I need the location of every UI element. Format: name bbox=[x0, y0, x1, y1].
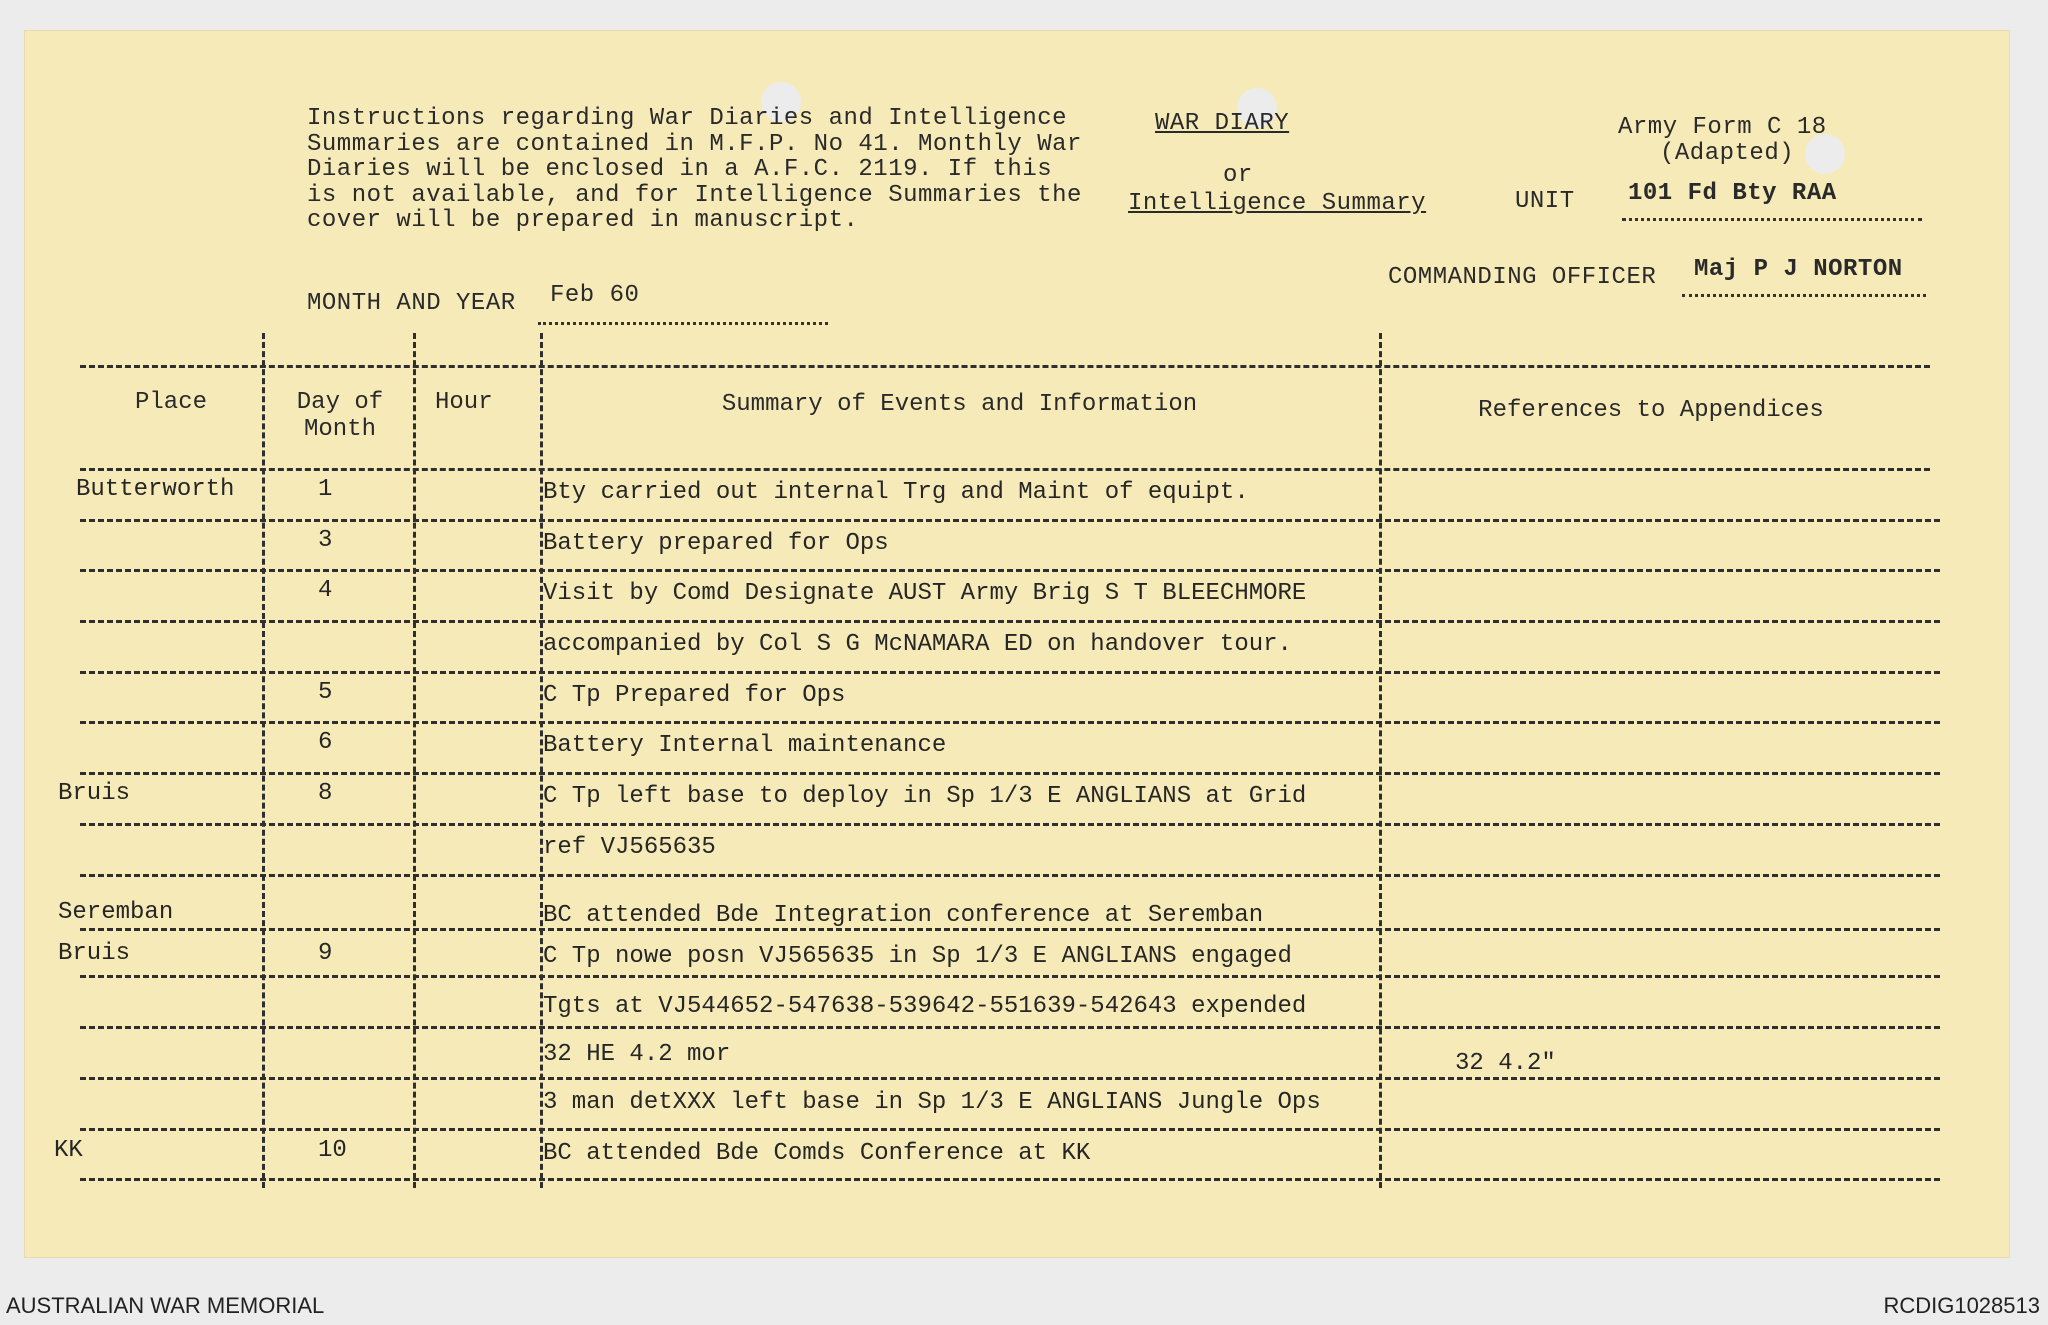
commanding-officer-label: COMMANDING OFFICER bbox=[1388, 264, 1657, 291]
col-rule bbox=[413, 333, 416, 1188]
cell-place: KK bbox=[54, 1137, 83, 1164]
table-bottom-rule bbox=[80, 1178, 1940, 1181]
row-rule bbox=[80, 1026, 1940, 1029]
cell-summary: Bty carried out internal Trg and Maint of equipt. bbox=[543, 479, 1249, 506]
row-rule bbox=[80, 772, 1940, 775]
month-year-value: Feb 60 bbox=[550, 282, 640, 309]
column-header-day: Day of Month bbox=[296, 389, 384, 443]
cell-place: Butterworth bbox=[76, 476, 235, 503]
army-form-label: Army Form C 18 bbox=[1618, 114, 1827, 141]
cell-day: 3 bbox=[318, 527, 333, 554]
cell-summary: BC attended Bde Comds Conference at KK bbox=[543, 1140, 1091, 1167]
cell-day: 1 bbox=[318, 476, 333, 503]
instructions-text: Instructions regarding War Diaries and Intelligence Summaries are contained in M.F.P. No 41. Monthly War Diaries will be enclosed in a A.F.C. 2119. If this is not available, and for Intelligence Summaries the cover will be prepared in manuscript. bbox=[307, 105, 1082, 234]
cell-summary: C Tp left base to deploy in Sp 1/3 E ANGLIANS at Grid bbox=[543, 783, 1307, 810]
cell-summary: C Tp Prepared for Ops bbox=[543, 682, 846, 709]
source-label: AUSTRALIAN WAR MEMORIAL bbox=[6, 1293, 325, 1318]
column-header-references: References to Appendices bbox=[1478, 397, 1824, 424]
row-rule bbox=[80, 671, 1940, 674]
adapted-label: (Adapted) bbox=[1660, 140, 1795, 167]
title-or: or bbox=[1223, 162, 1253, 189]
unit-label: UNIT bbox=[1515, 188, 1575, 215]
table-top-rule bbox=[80, 365, 1930, 368]
cell-summary: ref VJ565635 bbox=[543, 834, 716, 861]
row-rule bbox=[80, 823, 1940, 826]
cell-summary: accompanied by Col S G McNAMARA ED on handover tour. bbox=[543, 631, 1292, 658]
record-id: RCDIG1028513 bbox=[1883, 1293, 2040, 1318]
cell-day: 10 bbox=[318, 1137, 347, 1164]
month-year-label: MONTH AND YEAR bbox=[307, 290, 516, 317]
row-rule bbox=[80, 1128, 1940, 1131]
cell-summary: BC attended Bde Integration conference at Seremban bbox=[543, 902, 1264, 929]
title-war-diary: WAR DIARY bbox=[1155, 110, 1290, 137]
row-rule bbox=[80, 620, 1940, 623]
cell-day: 9 bbox=[318, 940, 333, 967]
cell-place: Bruis bbox=[58, 780, 131, 807]
cell-summary: Visit by Comd Designate AUST Army Brig S T BLEECHMORE bbox=[543, 580, 1307, 607]
cell-day: 6 bbox=[318, 729, 333, 756]
cell-reference: 32 4.2" bbox=[1455, 1050, 1556, 1077]
title-intelligence-summary: Intelligence Summary bbox=[1128, 190, 1427, 217]
cell-summary: Tgts at VJ544652-547638-539642-551639-542643 expended bbox=[543, 993, 1307, 1020]
unit-value: 101 Fd Bty RAA bbox=[1628, 180, 1837, 207]
cell-summary: C Tp nowe posn VJ565635 in Sp 1/3 E ANGLIANS engaged bbox=[543, 943, 1292, 970]
col-rule bbox=[262, 333, 265, 1188]
column-header-place: Place bbox=[134, 389, 207, 416]
cell-day: 4 bbox=[318, 577, 333, 604]
cell-summary: 3 man detXXX left base in Sp 1/3 E ANGLIANS Jungle Ops bbox=[543, 1089, 1321, 1116]
cell-place: Seremban bbox=[58, 899, 174, 926]
cell-day: 8 bbox=[318, 780, 333, 807]
commanding-officer-value: Maj P J NORTON bbox=[1694, 256, 1903, 283]
row-rule bbox=[80, 1077, 1940, 1080]
header-rule bbox=[80, 468, 1930, 471]
column-header-summary: Summary of Events and Information bbox=[721, 391, 1198, 418]
col-rule bbox=[1379, 333, 1382, 1188]
cell-day: 5 bbox=[318, 679, 333, 706]
column-header-hour: Hour bbox=[435, 389, 493, 416]
row-rule bbox=[80, 569, 1940, 572]
cell-summary: 32 HE 4.2 mor bbox=[543, 1041, 731, 1068]
cell-summary: Battery prepared for Ops bbox=[543, 530, 889, 557]
diary-table bbox=[54, 333, 1960, 1193]
row-rule bbox=[80, 519, 1940, 522]
row-rule bbox=[80, 975, 1940, 978]
cell-place: Bruis bbox=[58, 940, 131, 967]
row-rule bbox=[80, 721, 1940, 724]
row-rule bbox=[80, 874, 1940, 877]
cell-summary: Battery Internal maintenance bbox=[543, 732, 947, 759]
